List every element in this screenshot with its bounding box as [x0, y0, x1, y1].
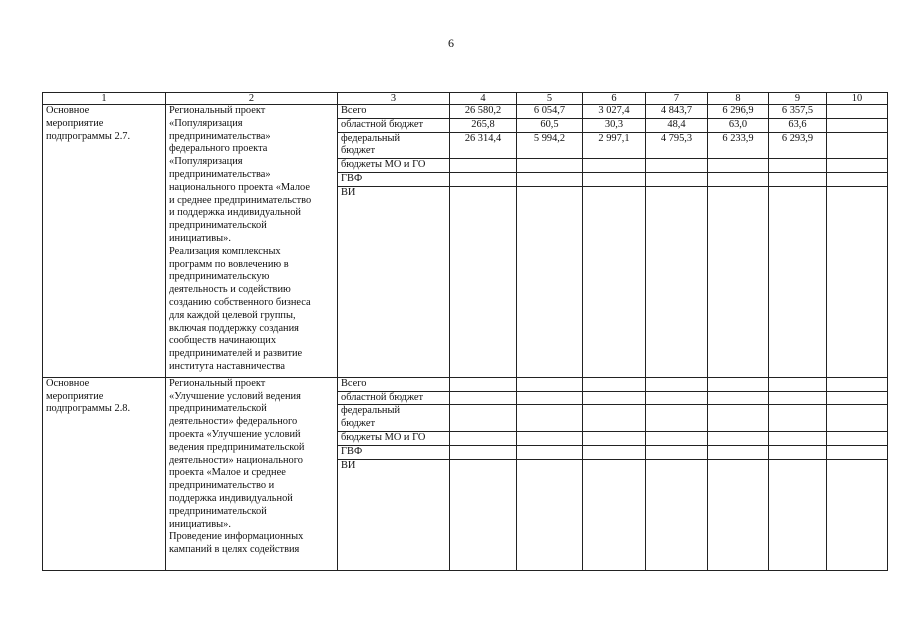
- funding-source-cell: федеральный бюджет: [338, 405, 450, 432]
- value-cell: [769, 159, 827, 173]
- value-cell: 5 994,2: [517, 132, 583, 159]
- value-cell: [708, 405, 769, 432]
- value-cell: [583, 431, 646, 445]
- value-cell: 60,5: [517, 118, 583, 132]
- value-cell: [646, 445, 708, 459]
- value-cell: [646, 186, 708, 377]
- value-cell: [646, 405, 708, 432]
- value-cell: [769, 405, 827, 432]
- value-cell: [450, 377, 517, 391]
- value-cell: [827, 159, 888, 173]
- value-cell: [827, 391, 888, 405]
- value-cell: [708, 159, 769, 173]
- value-cell: [517, 445, 583, 459]
- value-cell: 48,4: [646, 118, 708, 132]
- value-cell: 2 997,1: [583, 132, 646, 159]
- value-cell: 26 314,4: [450, 132, 517, 159]
- column-number-1: 1: [43, 93, 166, 105]
- value-cell: [583, 377, 646, 391]
- table-row: [43, 377, 888, 391]
- column-number-10: 10: [827, 93, 888, 105]
- funding-source-cell: ГВФ: [338, 445, 450, 459]
- value-cell: 63,0: [708, 118, 769, 132]
- value-cell: [769, 186, 827, 377]
- value-cell: [708, 391, 769, 405]
- value-cell: [517, 459, 583, 570]
- page-number: 6: [448, 36, 454, 50]
- value-cell: [827, 405, 888, 432]
- value-cell: [708, 431, 769, 445]
- value-cell: [450, 445, 517, 459]
- value-cell: 6 054,7: [517, 105, 583, 119]
- column-number-8: 8: [708, 93, 769, 105]
- funding-source-cell: бюджеты МО и ГО: [338, 159, 450, 173]
- column-number-2: 2: [166, 93, 338, 105]
- value-cell: [769, 391, 827, 405]
- column-number-5: 5: [517, 93, 583, 105]
- value-cell: [769, 459, 827, 570]
- value-cell: [769, 172, 827, 186]
- value-cell: [708, 172, 769, 186]
- value-cell: [517, 431, 583, 445]
- value-cell: [708, 377, 769, 391]
- value-cell: [450, 172, 517, 186]
- value-cell: 26 580,2: [450, 105, 517, 119]
- value-cell: [708, 445, 769, 459]
- funding-source-cell: федеральный бюджет: [338, 132, 450, 159]
- funding-source-cell: ВИ: [338, 459, 450, 570]
- funding-source-cell: областной бюджет: [338, 118, 450, 132]
- value-cell: [646, 431, 708, 445]
- value-cell: [583, 172, 646, 186]
- value-cell: 6 293,9: [769, 132, 827, 159]
- value-cell: [583, 405, 646, 432]
- value-cell: 6 233,9: [708, 132, 769, 159]
- value-cell: [827, 377, 888, 391]
- value-cell: 265,8: [450, 118, 517, 132]
- value-cell: [827, 132, 888, 159]
- value-cell: 4 843,7: [646, 105, 708, 119]
- funding-source-cell: бюджеты МО и ГО: [338, 431, 450, 445]
- value-cell: 3 027,4: [583, 105, 646, 119]
- budget-table: [42, 92, 888, 571]
- value-cell: [583, 391, 646, 405]
- funding-source-cell: ГВФ: [338, 172, 450, 186]
- value-cell: [827, 186, 888, 377]
- value-cell: [450, 405, 517, 432]
- value-cell: [646, 377, 708, 391]
- value-cell: [769, 445, 827, 459]
- funding-source-cell: Всего: [338, 377, 450, 391]
- value-cell: 63,6: [769, 118, 827, 132]
- value-cell: 4 795,3: [646, 132, 708, 159]
- value-cell: [517, 405, 583, 432]
- column-number-7: 7: [646, 93, 708, 105]
- value-cell: [517, 186, 583, 377]
- value-cell: [769, 377, 827, 391]
- value-cell: [517, 391, 583, 405]
- value-cell: [708, 186, 769, 377]
- value-cell: [827, 431, 888, 445]
- value-cell: [583, 459, 646, 570]
- value-cell: [827, 459, 888, 570]
- column-number-3: 3: [338, 93, 450, 105]
- value-cell: [450, 186, 517, 377]
- value-cell: [769, 431, 827, 445]
- value-cell: [646, 172, 708, 186]
- value-cell: [827, 445, 888, 459]
- value-cell: [646, 391, 708, 405]
- value-cell: [827, 118, 888, 132]
- column-number-6: 6: [583, 93, 646, 105]
- measure-cell: Основное мероприятие подпрограммы 2.8.: [43, 377, 166, 570]
- value-cell: [450, 431, 517, 445]
- value-cell: [646, 459, 708, 570]
- value-cell: [827, 105, 888, 119]
- description-cell: Региональный проект «Улучшение условий ведения предпринимательской деятельности» федерального проекта «Улучшение условий ведения предпринимательской деятельности» национального проекта «Малое и среднее предпринимательство и поддержка индивидуальной предпринимательской инициативы». Проведение информационных кампаний в целях содействия: [166, 377, 338, 570]
- value-cell: [450, 159, 517, 173]
- header-row: [43, 93, 888, 105]
- funding-source-cell: Всего: [338, 105, 450, 119]
- measure-cell: Основное мероприятие подпрограммы 2.7.: [43, 105, 166, 378]
- value-cell: [517, 172, 583, 186]
- value-cell: [583, 186, 646, 377]
- value-cell: [517, 159, 583, 173]
- column-number-4: 4: [450, 93, 517, 105]
- value-cell: [583, 445, 646, 459]
- column-number-9: 9: [769, 93, 827, 105]
- value-cell: [450, 391, 517, 405]
- funding-source-cell: ВИ: [338, 186, 450, 377]
- table-row: [43, 105, 888, 119]
- value-cell: [450, 459, 517, 570]
- value-cell: 30,3: [583, 118, 646, 132]
- value-cell: [827, 172, 888, 186]
- funding-source-cell: областной бюджет: [338, 391, 450, 405]
- value-cell: [646, 159, 708, 173]
- value-cell: 6 357,5: [769, 105, 827, 119]
- description-cell: Региональный проект «Популяризация предпринимательства» федерального проекта «Популяризация предпринимательства» национального проекта «Малое и среднее предпринимательство и поддержка индивидуальной предпринимательской инициативы». Реализация комплексных программ по вовлечению в предпринимательскую деятельность и содействию созданию собственного бизнеса для каждой целевой группы, включая поддержку создания сообществ начинающих предпринимателей и развитие института наставничества: [166, 105, 338, 378]
- value-cell: [708, 459, 769, 570]
- value-cell: [583, 159, 646, 173]
- value-cell: 6 296,9: [708, 105, 769, 119]
- value-cell: [517, 377, 583, 391]
